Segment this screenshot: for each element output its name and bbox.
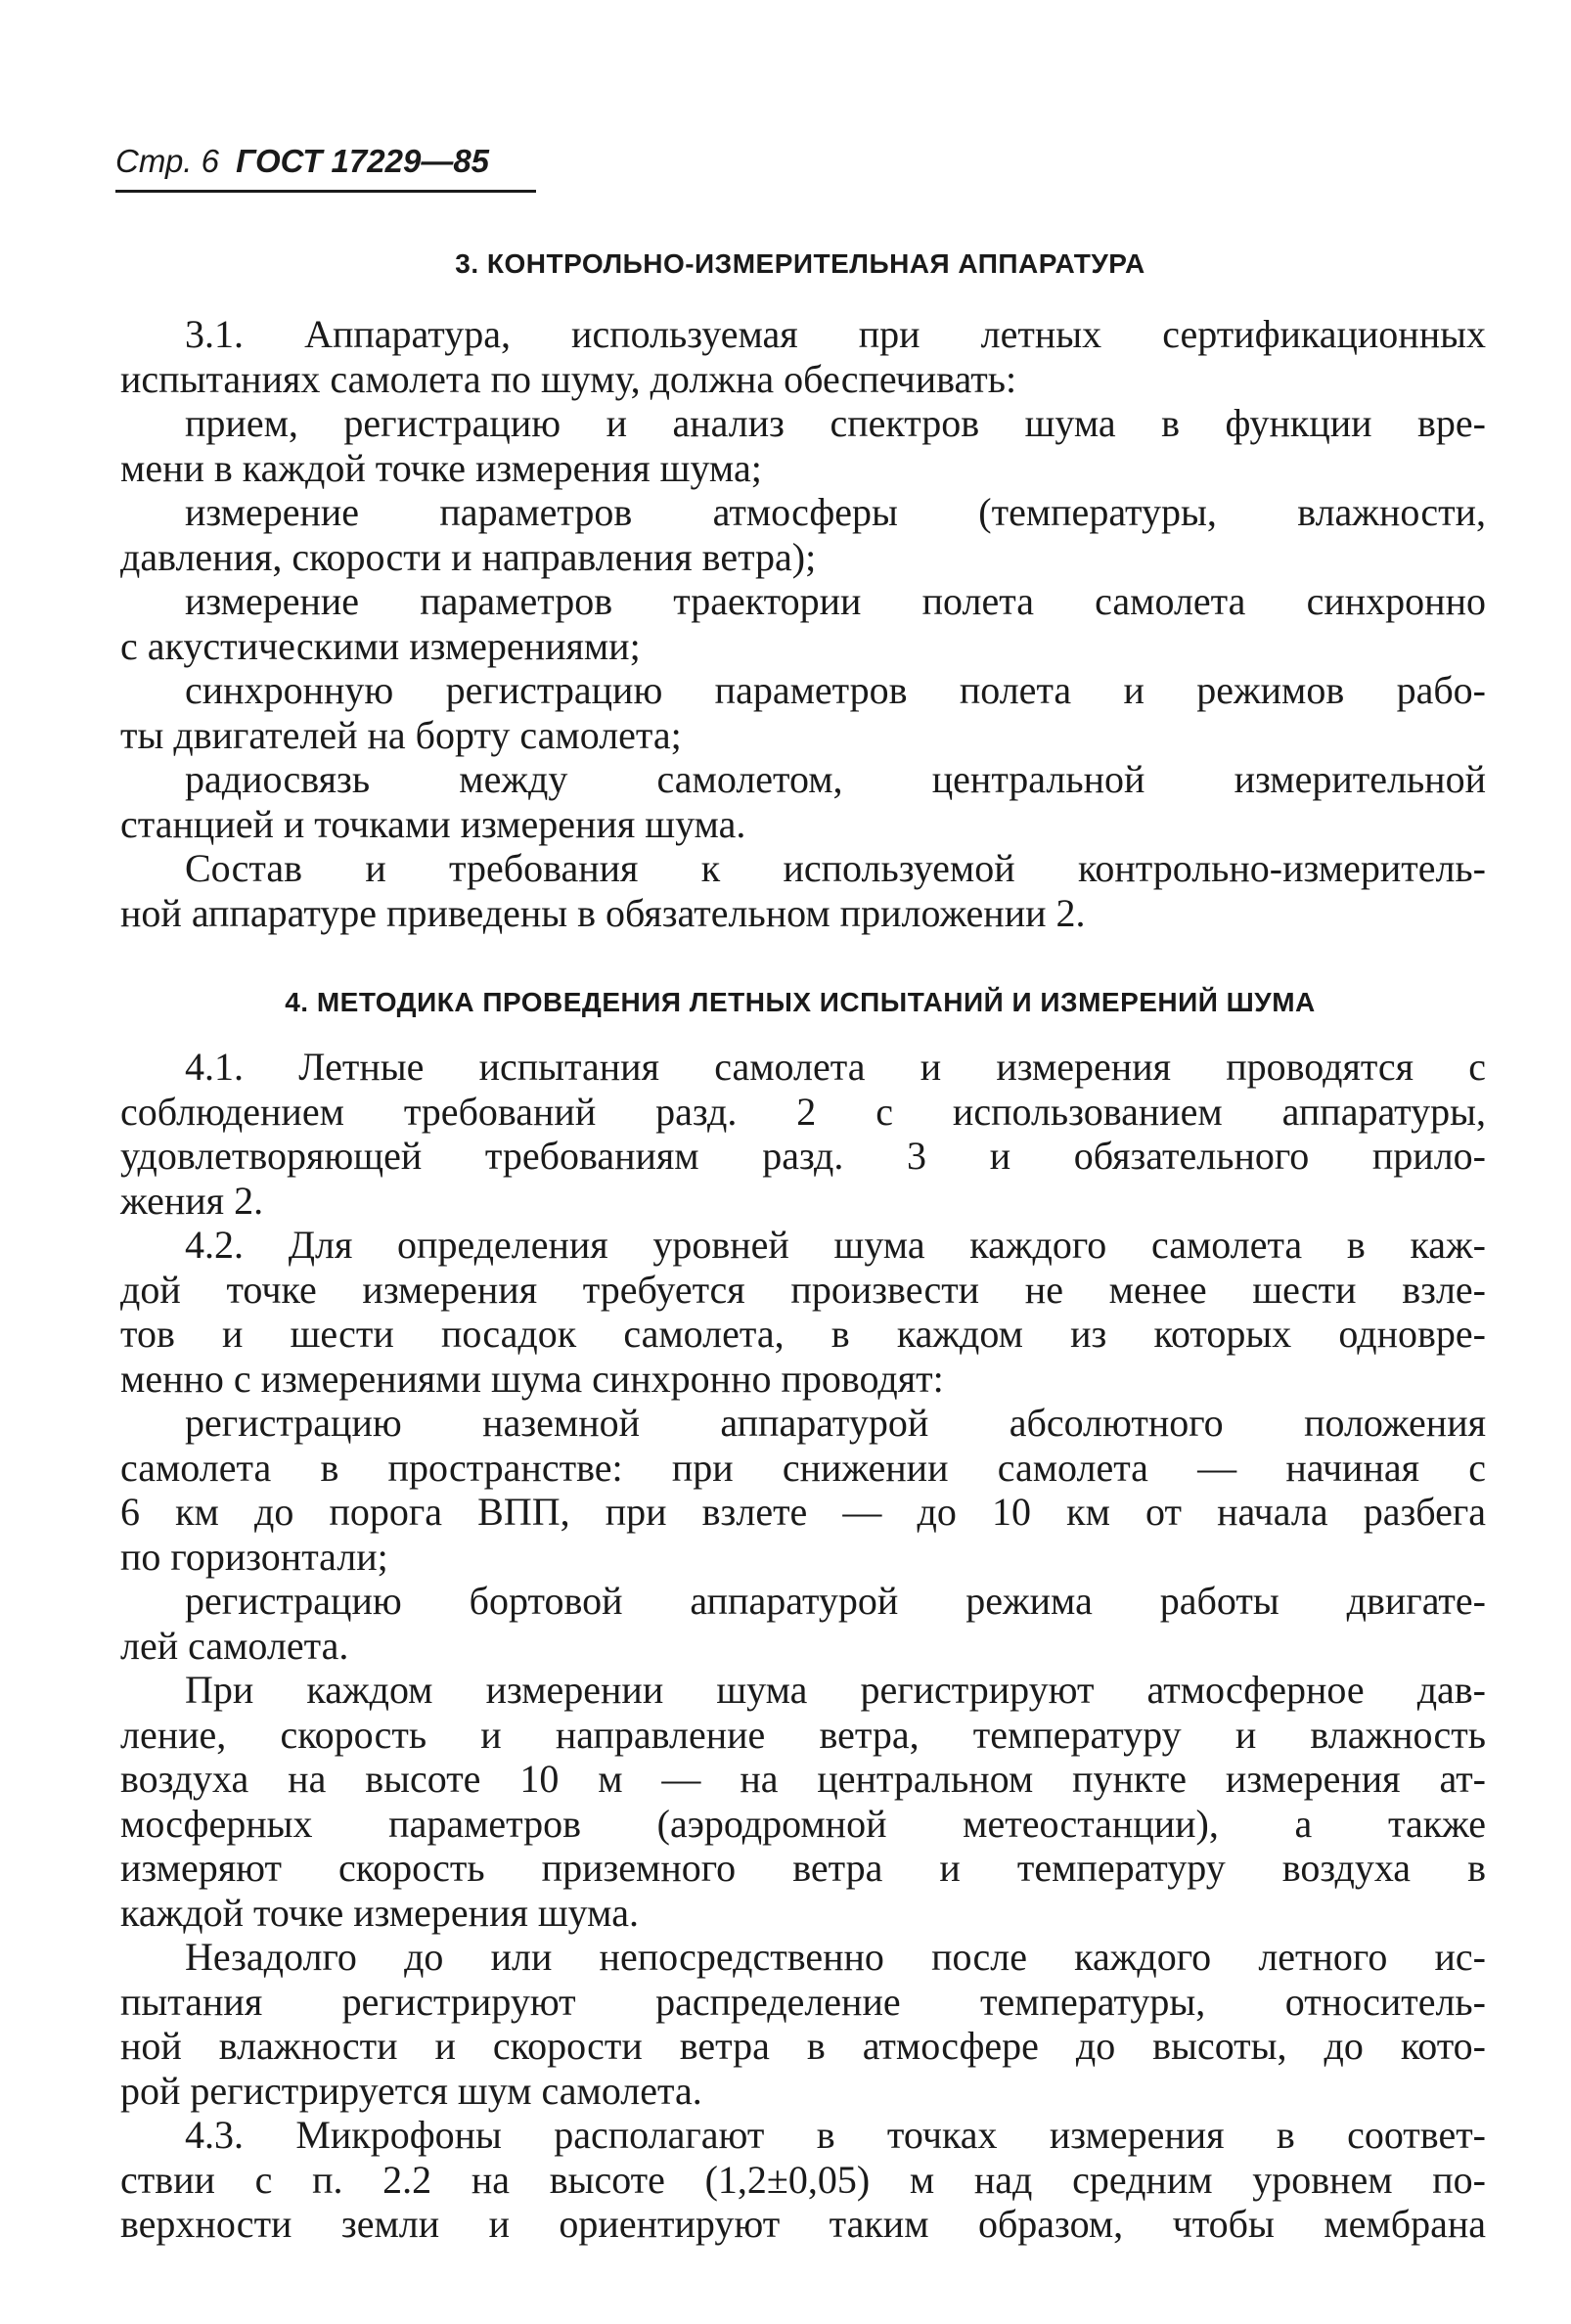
text-line: мени в каждой точке измерения шума; (120, 445, 762, 490)
section-3-heading: 3. КОНТРОЛЬНО-ИЗМЕРИТЕЛЬНАЯ АППАРАТУРА (455, 248, 1145, 279)
standard-designation: ГОСТ 17229—85 (236, 143, 490, 179)
text-line: радиосвязь между самолетом, центральной измерительной (185, 757, 1486, 801)
section-3-body (120, 312, 1486, 935)
text-line: При каждом измерении шума регистрируют атмосферное дав- (185, 1668, 1486, 1712)
text-line: регистрацию наземной аппаратурой абсолютного положения (185, 1401, 1486, 1445)
text-line: регистрацию бортовой аппаратурой режима работы двигате- (185, 1579, 1486, 1623)
text-line: измерение параметров атмосферы (температуры, влажности, (185, 490, 1486, 534)
text-line: удовлетворяющей требованиям разд. 3 и обязательного прило- (120, 1134, 1486, 1178)
text-line: соблюдением требований разд. 2 с использованием аппаратуры, (120, 1089, 1486, 1134)
text-line: дой точке измерения требуется произвести не менее шести взле- (120, 1267, 1486, 1312)
section-4-body (120, 1045, 1486, 2247)
text-line: ной аппаратуре приведены в обязательном приложении 2. (120, 890, 1086, 935)
text-line: станцией и точками измерения шума. (120, 801, 746, 846)
text-line: 4.2. Для определения уровней шума каждого самолета в каж- (185, 1223, 1486, 1267)
text-line: 6 км до порога ВПП, при взлете — до 10 км от начала разбега (120, 1490, 1486, 1534)
text-line: мосферных параметров (аэродромной метеостанции), а также (120, 1801, 1486, 1846)
header-rule (115, 190, 536, 193)
text-line: Незадолго до или непосредственно после каждого летного ис- (185, 1935, 1486, 1979)
text-line: с акустическими измерениями; (120, 623, 641, 668)
text-line: ление, скорость и направление ветра, температуру и влажность (120, 1712, 1486, 1757)
text-line: прием, регистрацию и анализ спектров шума в функции вре- (185, 401, 1486, 445)
text-line: воздуха на высоте 10 м — на центральном пункте измерения ат- (120, 1757, 1486, 1801)
text-line: 4.3. Микрофоны располагают в точках измерения в соответ- (185, 2113, 1486, 2157)
text-line: 3.1. Аппаратура, используемая при летных сертификационных (185, 312, 1486, 356)
text-line: по горизонтали; (120, 1534, 388, 1579)
text-line: тов и шести посадок самолета, в каждом из которых одновре- (120, 1312, 1486, 1356)
text-line: 4.1. Летные испытания самолета и измерения проводятся с (185, 1045, 1486, 1089)
text-line: жения 2. (120, 1178, 264, 1223)
section-4-heading: 4. МЕТОДИКА ПРОВЕДЕНИЯ ЛЕТНЫХ ИСПЫТАНИЙ И ИЗМЕРЕНИЙ ШУМА (285, 987, 1316, 1017)
text-line: измерение параметров траектории полета самолета синхронно (185, 579, 1486, 623)
text-line: самолета в пространстве: при снижении самолета — начиная с (120, 1445, 1486, 1490)
text-line: Состав и требования к используемой контрольно-измеритель- (185, 846, 1486, 890)
text-line: пытания регистрируют распределение температуры, относитель- (120, 1979, 1486, 2024)
text-line: давления, скорости и направления ветра); (120, 534, 817, 579)
text-line: лей самолета. (120, 1623, 349, 1668)
text-line: измеряют скорость приземного ветра и температуру воздуха в (120, 1846, 1486, 1890)
text-line: синхронную регистрацию параметров полета и режимов рабо- (185, 668, 1486, 712)
running-head (115, 140, 536, 183)
text-line: ты двигателей на борту самолета; (120, 712, 682, 757)
page-number: Стр. 6 (115, 143, 219, 179)
text-line: ной влажности и скорости ветра в атмосфере до высоты, до кото- (120, 2024, 1486, 2068)
text-line: испытаниях самолета по шуму, должна обеспечивать: (120, 356, 1017, 401)
text-line: ствии с п. 2.2 на высоте (1,2±0,05) м над средним уровнем по- (120, 2157, 1486, 2202)
text-line: менно с измерениями шума синхронно проводят: (120, 1356, 944, 1401)
text-line: рой регистрируется шум самолета. (120, 2068, 702, 2113)
text-line: каждой точке измерения шума. (120, 1890, 639, 1935)
text-line: верхности земли и ориентируют таким образом, чтобы мембрана (120, 2202, 1486, 2246)
